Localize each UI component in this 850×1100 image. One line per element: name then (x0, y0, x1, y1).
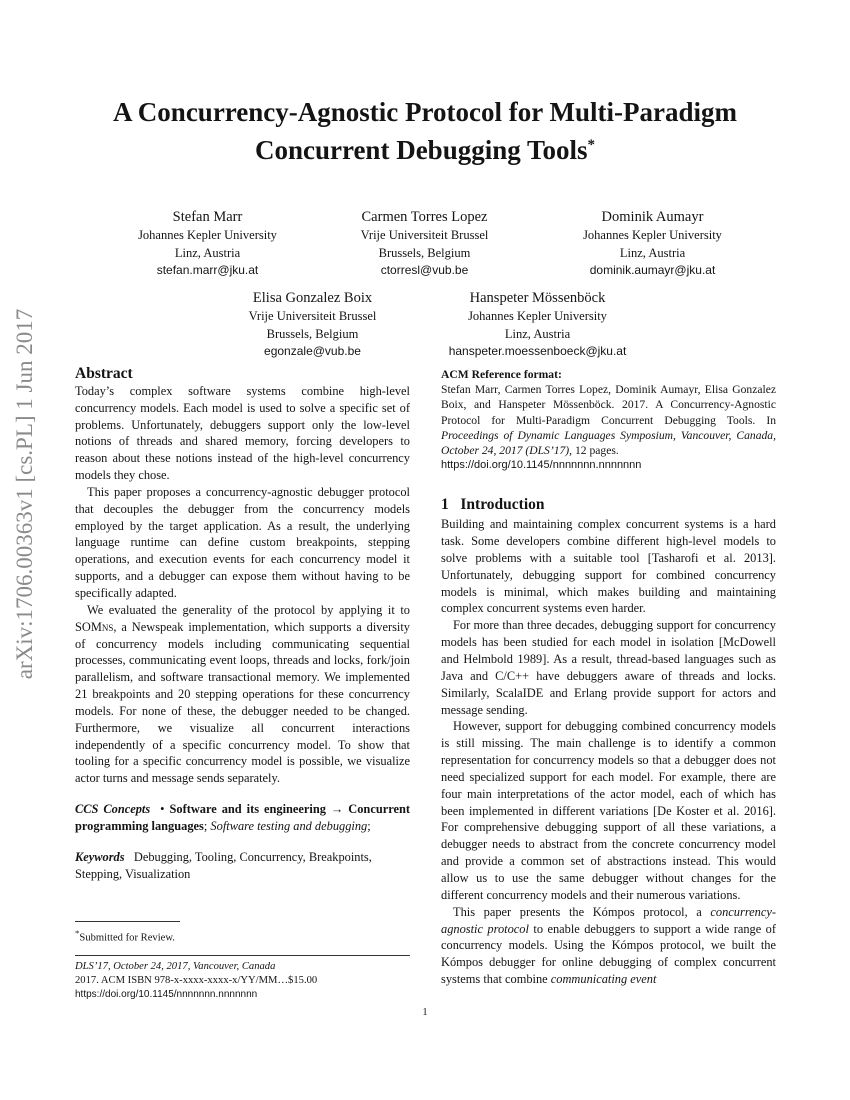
intro-emphasis: communicating event (550, 972, 657, 987)
footnote-text: Submitted for Review. (79, 932, 175, 944)
author-city: Linz, Austria (504, 326, 571, 341)
author-block (540, 207, 765, 280)
ccs-end: ; (367, 818, 371, 833)
acm-reference-text: Stefan Marr, Carmen Torres Lopez, Dominik Aumayr, Elisa Gonzalez Boix, and Hanspeter Mössenböck. 2017. A Concurrency-Agnostic Protocol for Multi-Paradigm Concurrent Debugging Tools. In (441, 383, 776, 427)
title-line-1: A Concurrency-Agnostic Protocol for Multi-Paradigm (113, 97, 737, 127)
section-title: Introduction (460, 496, 545, 514)
keywords-label: Keywords (75, 849, 125, 864)
copyright-isbn: 2017. ACM ISBN 978-x-xxxx-xxxx-x/YY/MM…$15.00 (75, 975, 318, 986)
intro-paragraph (441, 904, 776, 988)
acm-reference-doi[interactable]: https://doi.org/10.1145/nnnnnnn.nnnnnnn (441, 459, 642, 472)
abstract-paragraph: Today’s complex software systems combine high-level concurrency models. Each model is used to solve a specific set of problems. Unfortunately, debuggers support only the low-level notions of threads and shared memory, forcing developers to reason about these notions instead of the high-level concurrency models they chose. (75, 383, 410, 483)
page-number: 1 (422, 1007, 428, 1018)
footnote (75, 926, 410, 946)
author-email[interactable]: hanspeter.moessenboeck@jku.at (448, 344, 627, 358)
author-city: Brussels, Belgium (378, 245, 471, 260)
abstract-paragraph (75, 602, 410, 787)
author-city: Brussels, Belgium (266, 326, 359, 341)
author-email[interactable]: egonzale@vub.be (264, 344, 361, 358)
footnote-rule (75, 921, 180, 922)
abstract-heading: Abstract (75, 365, 133, 382)
keywords (75, 849, 410, 883)
abstract-paragraph: This paper proposes a concurrency-agnostic debugger protocol that decouples the debugger from the concurrency models employed by the target application. As a result, the underlying language runtime can define custom breakpoints, stepping operations, and execution events for each concurrency model it supports, and a debugger can expose them without having to be specifically adapted. (75, 484, 410, 600)
title-line-2 (60, 129, 790, 167)
author-affiliation: Vrije Universiteit Brussel (360, 228, 489, 242)
author-name: Stefan Marr (172, 209, 243, 225)
ccs-sep: ; (203, 818, 208, 833)
author-affiliation: Johannes Kepler University (138, 228, 277, 242)
intro-paragraph: For more than three decades, debugging support for concurrency models has been studied for each model in isolation [McDowell and Helmbold 1989]. As a result, thread-based languages such as Java and C/C++ have debuggers aware of threads and locks. Similarly, ScalaIDE and Erlang provide support for actors and message sending. (441, 618, 776, 717)
intro-text: to enable debuggers to support a wide range of concurrency models. Using the Kómpos protocol, we built the Kómpos debugger for online debugging of complex concurrent systems that combine (441, 921, 776, 987)
author-affiliation: Vrije Universiteit Brussel (248, 309, 377, 323)
abstract-text: , a Newspeak implementation, which supports a diversity of concurrency models including communicating sequential processes, communicating event loops, threads and locks, fork/join parallelism, and software transactional memory. We implemented 21 breakpoints and 20 stepping operations for these concurrency models. For none of these, the debugger needed to be changed. Furthermore, we visualize all concurrent interactions independently of a specific concurrency model. To show that tooling for a specific concurrency model is possible, we visualize actor turns and message sends separately. (75, 619, 410, 786)
author-email[interactable]: ctorresl@vub.be (380, 263, 469, 277)
arxiv-identifier: arXiv:1706.00363v1 [cs.PL] 1 Jun 2017 (12, 308, 37, 680)
author-name: Dominik Aumayr (601, 209, 704, 225)
intro-emphasis: concurrency-agnostic protocol (441, 904, 776, 936)
ccs-bold: Software and its engineering → Concurrent programming languages (75, 802, 411, 833)
intro-paragraph: However, support for debugging combined concurrency models is still missing. The main challenge is to identify a common representation for concurrency models so that a debugger does not need specialized support for each model. For example, there are four main interpretations of the actor model, each of which has been implemented in different variations [De Koster et al. 2016]. For comprehensive debugging support of all these variations, a debugger needs to abstract from the concrete concurrency model and provide a common set of abstractions instead. This would allow us to use the same debugger without changes for the different concurrency models and their numerous variations. (441, 719, 776, 902)
author-name: Elisa Gonzalez Boix (252, 290, 373, 306)
copyright-rule (75, 955, 410, 956)
author-email[interactable]: dominik.aumayr@jku.at (589, 263, 716, 277)
author-block (425, 288, 650, 361)
author-city: Linz, Austria (174, 245, 241, 260)
intro-text: This paper presents the Kómpos protocol, a (453, 904, 711, 919)
abstract-smallcaps: ns (101, 619, 114, 634)
author-affiliation: Johannes Kepler University (583, 228, 722, 242)
copyright-doi[interactable]: https://doi.org/10.1145/nnnnnnn.nnnnnnn (75, 989, 258, 1000)
author-city: Linz, Austria (619, 245, 686, 260)
author-affiliation: Johannes Kepler University (468, 309, 607, 323)
copyright-venue: DLS’17, October 24, 2017, Vancouver, Canada (75, 961, 276, 972)
author-email[interactable]: stefan.marr@jku.at (156, 263, 259, 277)
author-name: Carmen Torres Lopez (361, 209, 488, 225)
acm-reference (441, 367, 776, 473)
section-number: 1 (441, 496, 449, 514)
ccs-label: CCS Concepts (75, 802, 151, 817)
section-heading-introduction (441, 497, 776, 514)
author-block (200, 288, 425, 361)
footnote-mark: * (75, 928, 80, 938)
left-column (75, 366, 410, 882)
ccs-bullet: • (160, 802, 165, 817)
author-block (95, 207, 320, 280)
copyright-block (75, 960, 410, 1002)
title-line-2-text: Concurrent Debugging Tools (254, 135, 588, 165)
right-column (441, 367, 776, 988)
title-footnote-mark: * (587, 137, 596, 153)
ccs-concepts (75, 801, 410, 835)
ccs-italic: Software testing and debugging (210, 818, 368, 833)
author-name: Hanspeter Mössenböck (469, 290, 606, 306)
paper-title (60, 96, 790, 167)
author-block (312, 207, 537, 280)
keywords-text: Debugging, Tooling, Concurrency, Breakpoints, Stepping, Visualization (75, 849, 372, 881)
abstract-text: We evaluated the generality of the protocol by applying it to SOM (75, 602, 410, 634)
acm-reference-pages: 12 pages. (572, 444, 619, 458)
acm-reference-venue: Proceedings of Dynamic Languages Symposium, Vancouver, Canada, October 24, 2017 (DLS’17), (441, 428, 776, 458)
acm-reference-heading: ACM Reference format: (441, 368, 562, 381)
intro-paragraph: Building and maintaining complex concurrent systems is a hard task. Some developers combine different high-level models to solve problems with a suitable tool [Tasharofi et al. 2013]. Unfortunately, debugging support for combined concurrency models is minimal, which makes building and maintaining complex concurrent systems even harder. (441, 517, 776, 616)
